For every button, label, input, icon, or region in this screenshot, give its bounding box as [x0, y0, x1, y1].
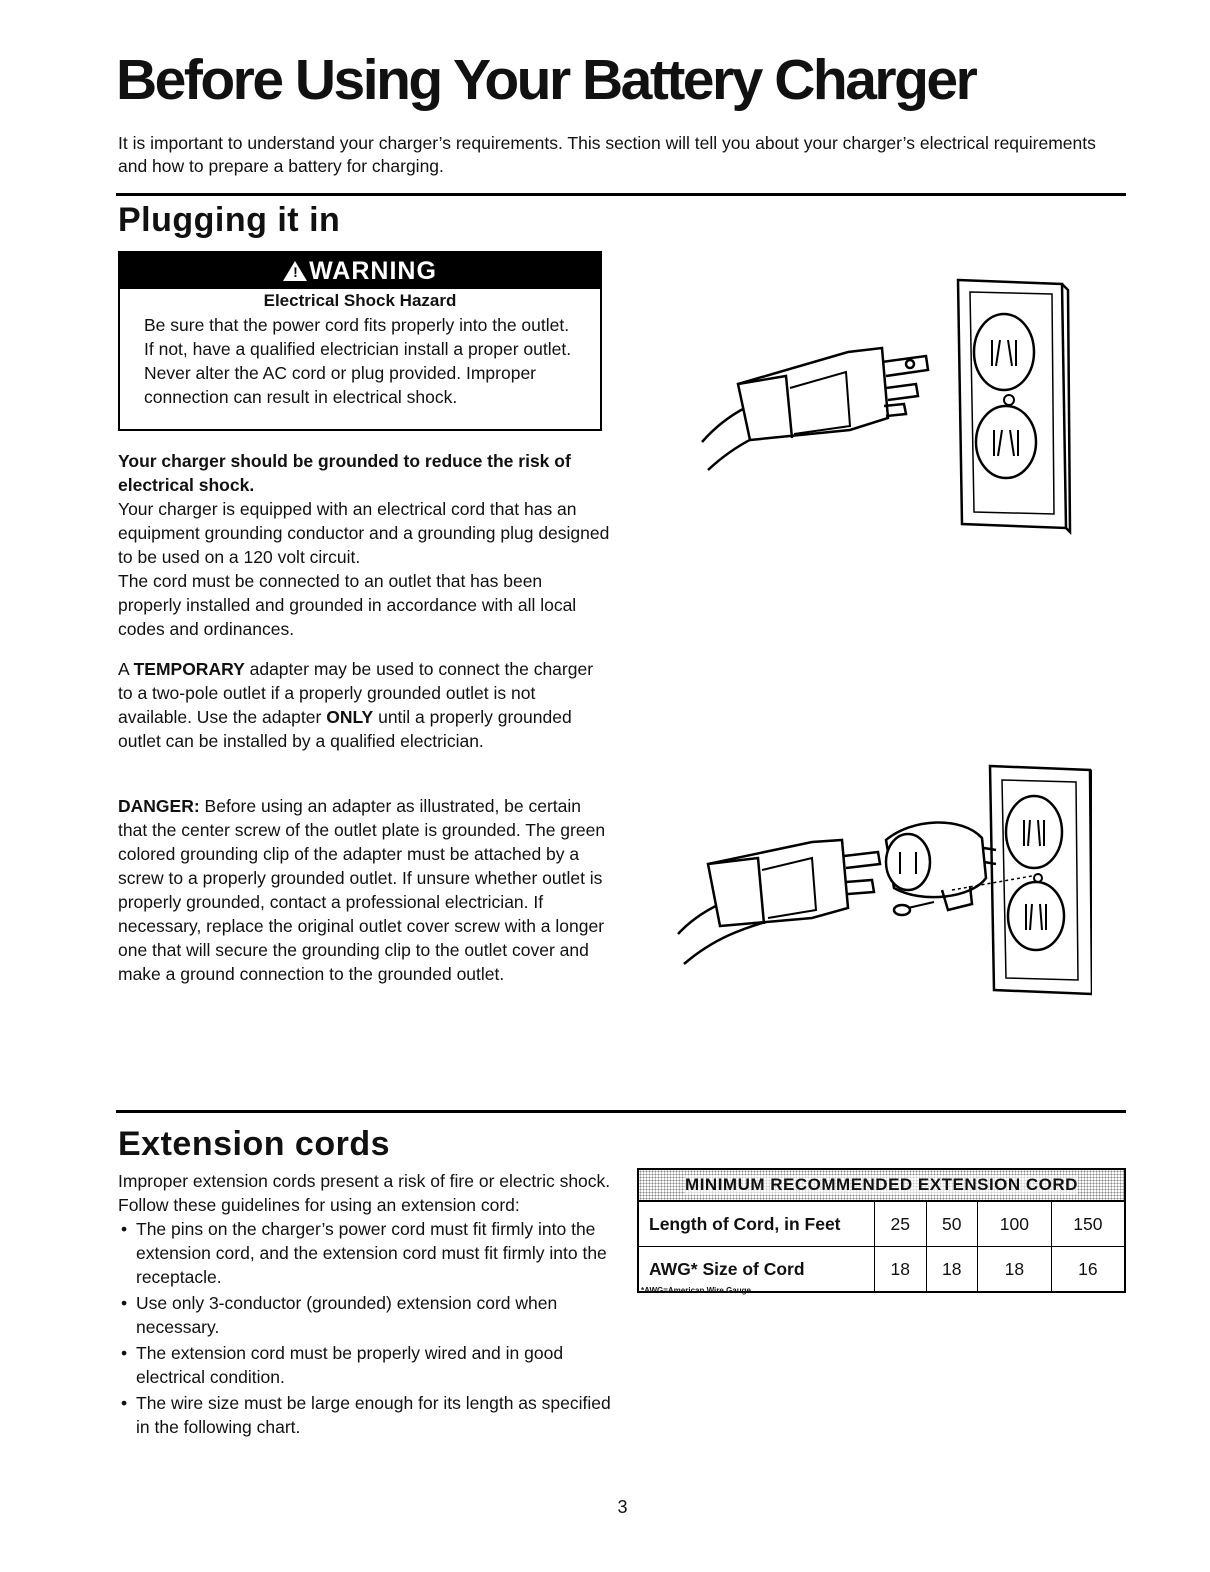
warning-body: Be sure that the power cord fits properly into the outlet. If not, have a qualified electrician install a proper outlet. Never alter the AC cord or plug provided. Improper connection can result in electrical shock.: [144, 315, 572, 407]
extension-bullet-list: [118, 1217, 618, 1439]
table-cell: 18: [978, 1247, 1052, 1292]
temporary-adapter-paragraph: [118, 657, 610, 753]
danger-label: DANGER:: [118, 796, 200, 816]
extension-cord-table: [637, 1168, 1126, 1293]
section-divider-2: [116, 1110, 1126, 1113]
table-row: [639, 1247, 1124, 1292]
table-cell: 18: [875, 1247, 927, 1292]
danger-text: Before using an adapter as illustrated, be certain that the center screw of the outlet plate is grounded. The green colored grounding clip of the adapter must be attached by a screw to a properly grounded outlet. If unsure whether outlet is properly grounded, contact a professional electrician. If necessary, replace the original outlet cover screw with a longer one that will secure the grounding clip to the outlet cover and make a ground connection to the grounded outlet.: [118, 796, 606, 984]
temporary-mid: adapter may be used to connect the charger to a two-pole outlet if a properly grounded outlet is not available. Use the adapter: [118, 659, 594, 727]
section-divider: [116, 193, 1126, 196]
table-title-text: MINIMUM RECOMMENDED EXTENSION CORD: [685, 1175, 1078, 1194]
table-row: [639, 1202, 1124, 1247]
table-cell: 25: [875, 1202, 927, 1247]
table-cell: 100: [978, 1202, 1052, 1247]
extension-heading: Extension cords: [118, 1125, 391, 1163]
table-cell: 18: [926, 1247, 978, 1292]
temporary-bold: TEMPORARY: [133, 659, 245, 679]
table-row-label: AWG* Size of Cord: [639, 1247, 875, 1292]
list-item: • The pins on the charger’s power cord must fit firmly into the extension cord, and the extension cord must fit firmly into the receptacle.: [118, 1217, 618, 1289]
grounded-paragraph-2: The cord must be connected to an outlet that has been properly installed and grounded in accordance with all local codes and ordinances.: [118, 571, 577, 639]
danger-paragraph: [118, 794, 610, 986]
grounded-bold-text: Your charger should be grounded to reduce the risk of electrical shock.: [118, 451, 571, 495]
table-row-label: Length of Cord, in Feet: [639, 1202, 875, 1247]
plugging-heading: Plugging it in: [118, 201, 341, 239]
warning-header: [120, 253, 600, 289]
temporary-pre: A: [118, 659, 134, 679]
table-cell: 16: [1051, 1247, 1124, 1292]
list-item: • Use only 3-conductor (grounded) extension cord when necessary.: [118, 1291, 618, 1339]
table-title: [639, 1170, 1124, 1202]
table-footnote: *AWG=American Wire Gauge: [641, 1286, 751, 1295]
warning-triangle-icon: !: [283, 261, 307, 281]
extension-intro: Improper extension cords present a risk of fire or electric shock. Follow these guidelines for using an extension cord:: [118, 1171, 611, 1215]
warning-box: [118, 251, 602, 431]
adapter-outlet-illustration: [672, 758, 1092, 1004]
plug-outlet-illustration: [690, 270, 1080, 540]
table-cell: 50: [926, 1202, 978, 1247]
intro-paragraph: It is important to understand your charger’s requirements. This section will tell you about your charger’s electrical requirements and how to prepare a battery for charging.: [118, 133, 1096, 176]
list-item: • The extension cord must be properly wired and in good electrical condition.: [118, 1341, 618, 1389]
page-title: Before Using Your Battery Charger: [116, 48, 976, 112]
warning-subtitle: Electrical Shock Hazard: [263, 291, 457, 310]
warning-label: WARNING: [309, 256, 437, 285]
temporary-post: until a properly grounded outlet can be installed by a qualified electrician.: [118, 707, 572, 751]
page-number: 3: [617, 1497, 628, 1517]
table-cell: 150: [1051, 1202, 1124, 1247]
list-item: • The wire size must be large enough for its length as specified in the following chart.: [118, 1391, 618, 1439]
only-bold: ONLY: [326, 707, 374, 727]
grounded-paragraph-1: Your charger is equipped with an electrical cord that has an equipment grounding conductor and a grounding plug designed to be used on a 120 volt circuit.: [118, 499, 610, 567]
grounding-section: [118, 449, 610, 641]
extension-text: [118, 1169, 618, 1441]
